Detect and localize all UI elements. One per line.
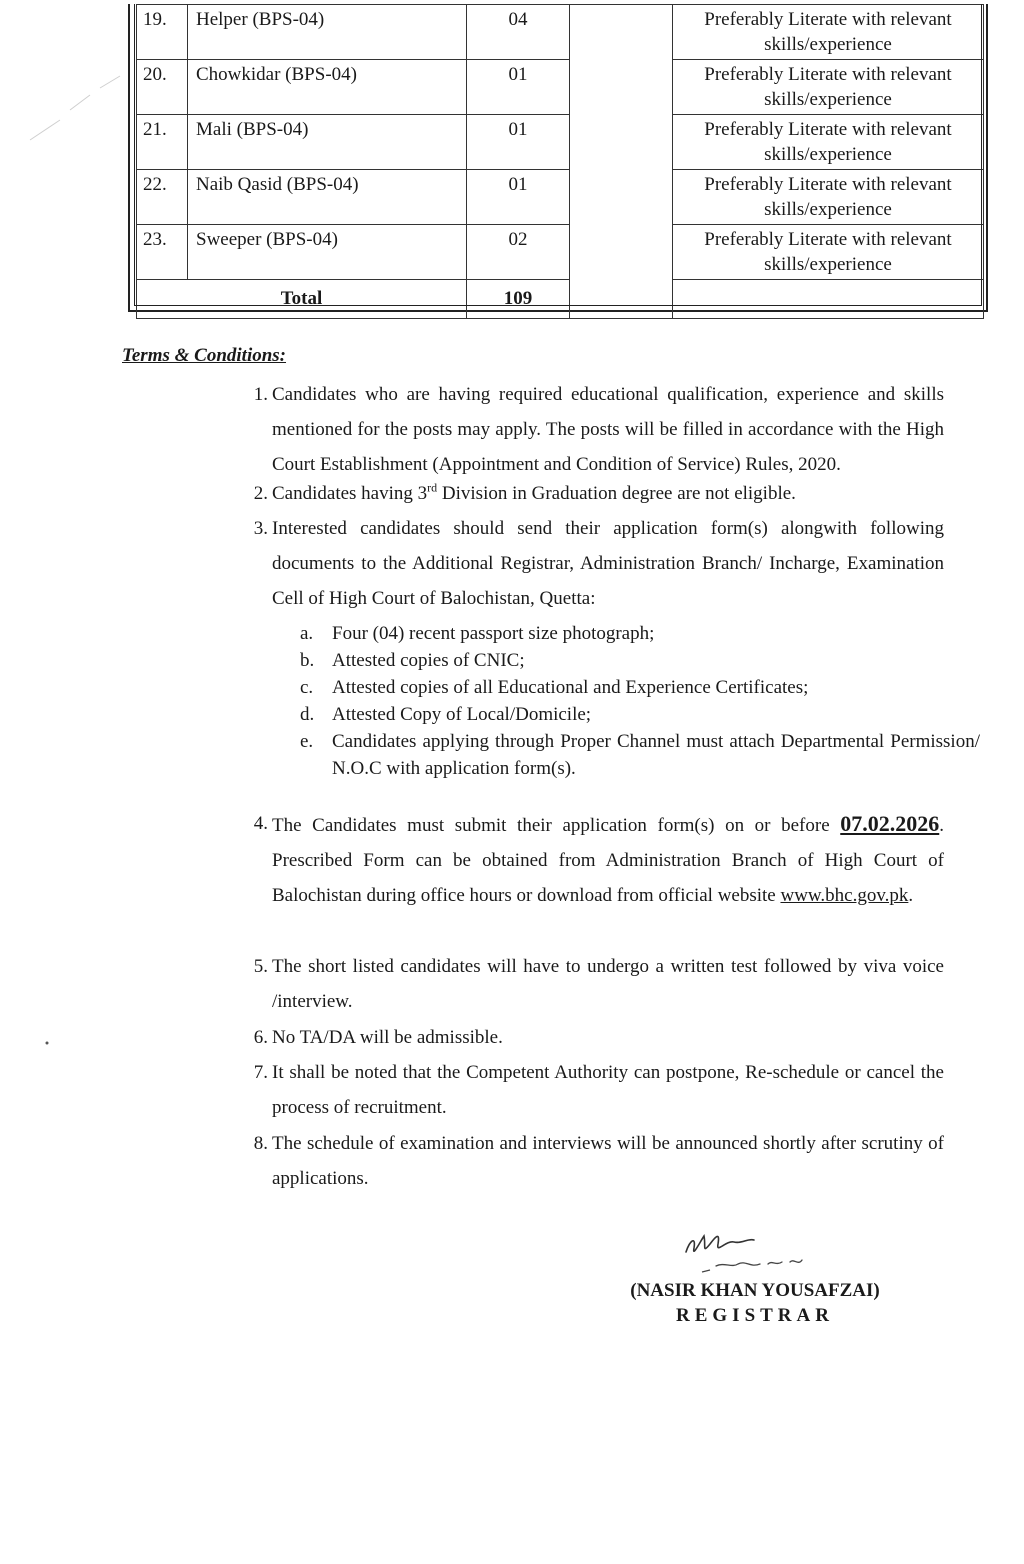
term-text: It shall be noted that the Competent Authority can postpone, Re-schedule or cancel the process of recruitment. bbox=[272, 1062, 944, 1118]
website-link[interactable]: www.bhc.gov.pk bbox=[780, 885, 909, 906]
qualification bbox=[673, 5, 984, 60]
post-name: Naib Qasid (BPS-04) bbox=[188, 170, 467, 225]
scan-noise-mark bbox=[20, 40, 130, 150]
document-letter: b. bbox=[300, 650, 315, 671]
document-letter: d. bbox=[300, 704, 315, 725]
serial-number: 21. bbox=[137, 115, 188, 170]
term-text: The short listed candidates will have to undergo a written test followed by viva voice /interview. bbox=[272, 956, 944, 1012]
document-text: Attested copies of all Educational and Experience Certificates; bbox=[332, 677, 809, 698]
serial-number: 23. bbox=[137, 225, 188, 280]
blank-column bbox=[570, 5, 673, 319]
post-quantity: 02 bbox=[467, 225, 570, 280]
qualification bbox=[673, 170, 984, 225]
post-name: Mali (BPS-04) bbox=[188, 115, 467, 170]
qualification-line: Preferably Literate with relevant bbox=[704, 119, 952, 140]
deadline-date: 07.02.2026 bbox=[840, 811, 940, 836]
term-text-part: . bbox=[908, 885, 914, 906]
document-text: Candidates applying through Proper Channel must attach Departmental Permission/ N.O.C with application form(s). bbox=[332, 731, 980, 779]
term-item bbox=[253, 377, 944, 482]
qualification-line: skills/experience bbox=[764, 89, 892, 110]
post-quantity: 01 bbox=[467, 170, 570, 225]
signatory-name: (NASIR KHAN YOUSAFZAI) bbox=[630, 1280, 880, 1301]
term-text-part: Division in Graduation degree are not eligible. bbox=[437, 483, 796, 504]
document-item bbox=[300, 701, 980, 728]
terms-heading: Terms & Conditions: bbox=[122, 345, 287, 366]
term-item bbox=[253, 1055, 944, 1125]
total-label: Total bbox=[137, 280, 467, 319]
post-quantity: 01 bbox=[467, 115, 570, 170]
term-item bbox=[253, 806, 944, 913]
qualification-line: skills/experience bbox=[764, 34, 892, 55]
total-value: 109 bbox=[467, 280, 570, 319]
term-text: The schedule of examination and interviews will be announced shortly after scrutiny of applications. bbox=[272, 1133, 944, 1189]
qualification bbox=[673, 60, 984, 115]
qualification-line: Preferably Literate with relevant bbox=[704, 9, 952, 30]
table-row bbox=[137, 5, 984, 60]
post-quantity: 01 bbox=[467, 60, 570, 115]
post-name: Helper (BPS-04) bbox=[188, 5, 467, 60]
term-item bbox=[253, 949, 944, 1019]
document-letter: a. bbox=[300, 623, 314, 644]
document-item bbox=[300, 674, 980, 701]
term-text: Interested candidates should send their application form(s) alongwith following documents to the Additional Registrar, Administration Branch/ Incharge, Examination Cell of High Court of Balochistan, Quetta: bbox=[272, 518, 944, 609]
total-empty-cell bbox=[673, 280, 984, 319]
serial-number: 19. bbox=[137, 5, 188, 60]
term-number: 2. bbox=[253, 483, 268, 504]
document-letter: c. bbox=[300, 677, 314, 698]
signature-scribble bbox=[676, 1222, 826, 1280]
qualification-line: skills/experience bbox=[764, 199, 892, 220]
document-item bbox=[300, 620, 980, 647]
signatory-title: REGISTRAR bbox=[676, 1305, 834, 1326]
term-item bbox=[253, 1126, 944, 1196]
term-text bbox=[272, 476, 944, 511]
qualification-line: Preferably Literate with relevant bbox=[704, 64, 952, 85]
table-row bbox=[137, 60, 984, 115]
document-text: Attested Copy of Local/Domicile; bbox=[332, 704, 592, 725]
post-name: Sweeper (BPS-04) bbox=[188, 225, 467, 280]
term-number: 8. bbox=[253, 1133, 268, 1154]
qualification-line: Preferably Literate with relevant bbox=[704, 229, 952, 250]
qualification-line: skills/experience bbox=[764, 254, 892, 275]
term-number: 4. bbox=[253, 813, 268, 834]
document-text: Four (04) recent passport size photograph; bbox=[332, 623, 655, 644]
term-number: 6. bbox=[253, 1027, 268, 1048]
table-row bbox=[137, 225, 984, 280]
posts-table bbox=[128, 4, 988, 312]
qualification bbox=[673, 225, 984, 280]
term-number: 3. bbox=[253, 518, 268, 539]
document-item bbox=[300, 728, 980, 782]
term-item bbox=[253, 511, 944, 616]
term-text-part: Candidates having 3 bbox=[272, 483, 428, 504]
qualification-line: skills/experience bbox=[764, 144, 892, 165]
table-row bbox=[137, 170, 984, 225]
qualification bbox=[673, 115, 984, 170]
document-letter: e. bbox=[300, 731, 314, 752]
post-name: Chowkidar (BPS-04) bbox=[188, 60, 467, 115]
posts-grid bbox=[136, 4, 984, 319]
post-quantity: 04 bbox=[467, 5, 570, 60]
document-text: Attested copies of CNIC; bbox=[332, 650, 525, 671]
table-row bbox=[137, 115, 984, 170]
scan-speck bbox=[44, 1040, 50, 1046]
term-text bbox=[272, 806, 944, 913]
term-text: No TA/DA will be admissible. bbox=[272, 1027, 503, 1048]
total-row bbox=[137, 280, 984, 319]
term-text: Candidates who are having required educational qualification, experience and skills mentioned for the posts may apply. The posts will be filled in accordance with the High Court Establishment (Appointment and Condition of Service) Rules, 2020. bbox=[272, 384, 944, 475]
term-item bbox=[253, 1020, 944, 1055]
document-item bbox=[300, 647, 980, 674]
term-text-part: . Prescribed Form can be obtained from Administration Branch of High Court of Balochistan during office hours or download from official website bbox=[272, 815, 944, 906]
ordinal-suffix: rd bbox=[427, 480, 438, 495]
term-number: 1. bbox=[253, 384, 268, 405]
serial-number: 20. bbox=[137, 60, 188, 115]
serial-number: 22. bbox=[137, 170, 188, 225]
term-number: 7. bbox=[253, 1062, 268, 1083]
qualification-line: Preferably Literate with relevant bbox=[704, 174, 952, 195]
term-item bbox=[253, 476, 944, 511]
term-text-part: The Candidates must submit their application form(s) on or before bbox=[272, 815, 841, 836]
term-number: 5. bbox=[253, 956, 268, 977]
